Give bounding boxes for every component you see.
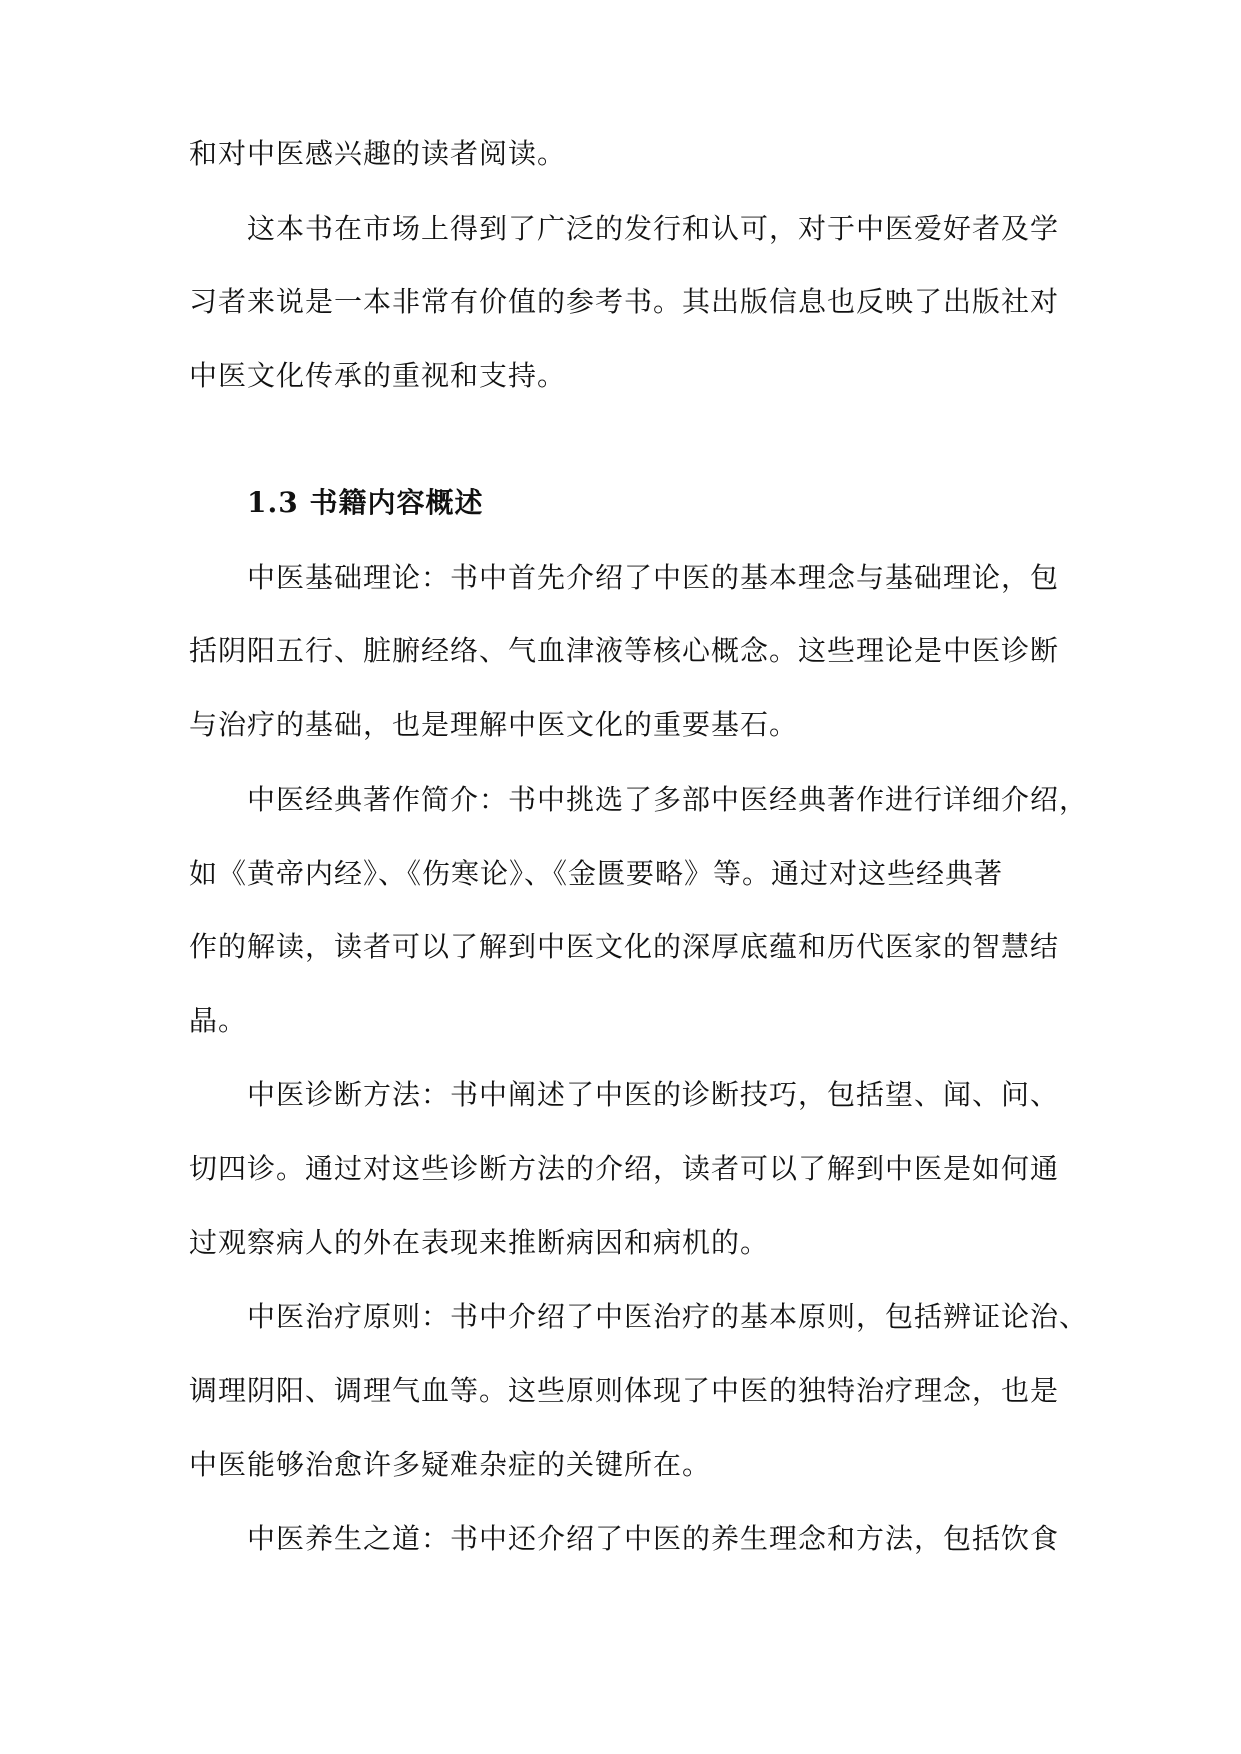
section-heading: 1.3 书籍内容概述 [247,486,484,519]
paragraph-line: 中医治疗原则：书中介绍了中医治疗的基本原则，包括辨证论治、 [247,1300,1089,1333]
paragraph-line: 与治疗的基础，也是理解中医文化的重要基石。 [189,708,799,741]
paragraph-line: 括阴阳五行、脏腑经络、气血津液等核心概念。这些理论是中医诊断 [189,634,1060,667]
paragraph-line: 中医文化传承的重视和支持。 [189,359,567,392]
paragraph-line: 中医经典著作简介：书中挑选了多部中医经典著作进行详细介绍， [247,783,1089,816]
paragraph-line: 晶。 [189,1004,248,1037]
paragraph-line: 作的解读，读者可以了解到中医文化的深厚底蕴和历代医家的智慧结 [189,930,1060,963]
paragraph-line: 和对中医感兴趣的读者阅读。 [189,137,567,170]
paragraph-line: 调理阴阳、调理气血等。这些原则体现了中医的独特治疗理念，也是 [189,1374,1060,1407]
paragraph-line: 中医基础理论：书中首先介绍了中医的基本理念与基础理论，包 [247,561,1060,594]
paragraph-line: 习者来说是一本非常有价值的参考书。其出版信息也反映了出版社对 [189,285,1060,318]
paragraph-line: 过观察病人的外在表现来推断病因和病机的。 [189,1226,770,1259]
paragraph-line: 切四诊。通过对这些诊断方法的介绍，读者可以了解到中医是如何通 [189,1152,1060,1185]
paragraph-line: 中医诊断方法：书中阐述了中医的诊断技巧，包括望、闻、问、 [247,1078,1060,1111]
paragraph-line: 这本书在市场上得到了广泛的发行和认可，对于中医爱好者及学 [247,212,1060,245]
paragraph-line: 中医能够治愈许多疑难杂症的关键所在。 [189,1448,712,1481]
paragraph-line: 中医养生之道：书中还介绍了中医的养生理念和方法，包括饮食 [247,1522,1060,1555]
paragraph-line: 如《黄帝内经》、《伤寒论》、《金匮要略》等。通过对这些经典著 [189,857,1004,890]
